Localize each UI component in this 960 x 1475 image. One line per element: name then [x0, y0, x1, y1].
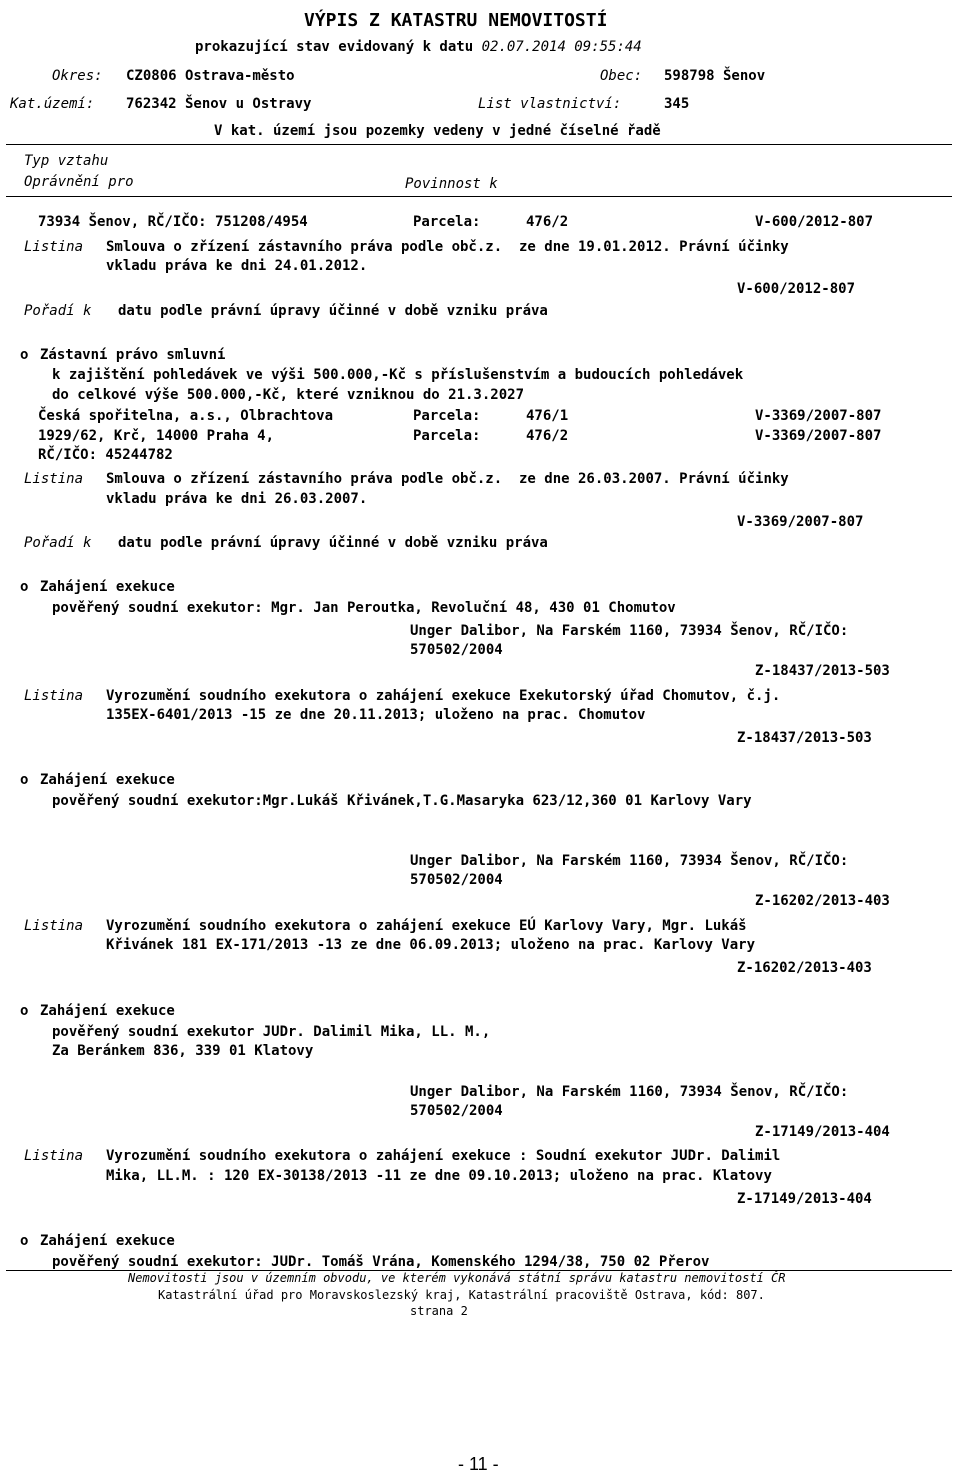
- katuzemi-value: 762342 Šenov u Ostravy: [126, 96, 312, 112]
- entry1-parcel: 476/2: [526, 214, 569, 230]
- footer-page-label: strana 2: [410, 1304, 468, 1318]
- page-number: - 11 -: [458, 1454, 499, 1474]
- entry1-ref: V-600/2012-807: [755, 214, 874, 230]
- column-povinnost-k: Povinnost k: [405, 176, 498, 192]
- entry4-listina-label: Listina: [24, 918, 84, 934]
- subtitle: [195, 38, 642, 56]
- entry3-bullet: o: [20, 579, 29, 595]
- entry5-listina-line2: Mika, LL.M. : 120 EX-30138/2013 -11 ze dne 09.10.2013; uloženo na prac. Klatovy: [106, 1168, 772, 1184]
- entry5-executor-line2: Za Beránkem 836, 339 01 Klatovy: [52, 1043, 314, 1059]
- entry4-heading: Zahájení exekuce: [40, 772, 175, 788]
- entry2-ref-b: V-3369/2007-807: [755, 428, 882, 444]
- obec-label: Obec:: [600, 68, 643, 84]
- footer-line1: Nemovitosti jsou v územním obvodu, ve kterém vykonává státní správu katastru nemovitostí ČR: [128, 1271, 786, 1285]
- entry1-poradi-label: Pořadí k: [24, 303, 92, 319]
- entry6-bullet: o: [20, 1233, 29, 1249]
- entry1-listina-line2: vkladu práva ke dni 24.01.2012.: [106, 258, 368, 274]
- entry5-listina-line1: Vyrozumění soudního exekutora o zahájení exekuce : Soudní exekutor JUDr. Dalimil: [106, 1148, 781, 1164]
- numbering-note: V kat. území jsou pozemky vedeny v jedné číselné řadě: [214, 123, 661, 139]
- entry2-bullet: o: [20, 347, 29, 363]
- entry1-ref2: V-600/2012-807: [737, 281, 856, 297]
- entry3-listina-label: Listina: [24, 688, 84, 704]
- entry3-obligor-line1: Unger Dalibor, Na Farském 1160, 73934 Šenov, RČ/IČO:: [410, 623, 849, 639]
- entry2-parcel-label-a: Parcela:: [413, 408, 481, 424]
- entry1-owner: 73934 Šenov, RČ/IČO: 751208/4954: [38, 214, 308, 230]
- entry5-bullet: o: [20, 1003, 29, 1019]
- entry2-listina-label: Listina: [24, 471, 84, 487]
- entry2-listina-line2: vkladu práva ke dni 26.03.2007.: [106, 491, 368, 507]
- entry2-ref2: V-3369/2007-807: [737, 514, 864, 530]
- entry5-heading: Zahájení exekuce: [40, 1003, 175, 1019]
- entry2-heading: Zástavní právo smluvní: [40, 347, 226, 363]
- okres-value: CZ0806 Ostrava-město: [126, 68, 295, 84]
- entry6-executor: pověřený soudní exekutor: JUDr. Tomáš Vrána, Komenského 1294/38, 750 02 Přerov: [52, 1254, 710, 1270]
- entry3-heading: Zahájení exekuce: [40, 579, 175, 595]
- entry1-listina-label: Listina: [24, 239, 84, 255]
- entry2-poradi-label: Pořadí k: [24, 535, 92, 551]
- snapshot-datetime: 02.07.2014 09:55:44: [481, 39, 642, 55]
- document-title: VÝPIS Z KATASTRU NEMOVITOSTÍ: [304, 10, 608, 31]
- entry2-desc-line2: do celkové výše 500.000,-Kč, které vzniknou do 21.3.2027: [52, 387, 525, 403]
- lv-value: 345: [664, 96, 690, 112]
- entry2-parcel-a: 476/1: [526, 408, 569, 424]
- header-divider: [6, 144, 952, 145]
- entry4-listina-line2: Křivánek 181 EX-171/2013 -13 ze dne 06.09.2013; uloženo na prac. Karlovy Vary: [106, 937, 756, 953]
- entry3-listina-line1: Vyrozumění soudního exekutora o zahájení exekuce Exekutorský úřad Chomutov, č.j.: [106, 688, 781, 704]
- katuzemi-label: Kat.území:: [10, 96, 95, 112]
- entry2-parcel-b: 476/2: [526, 428, 569, 444]
- okres-label: Okres:: [52, 68, 103, 84]
- entry5-listina-label: Listina: [24, 1148, 84, 1164]
- subtitle-prefix: prokazující stav evidovaný k datu: [195, 39, 474, 55]
- entry1-parcel-label: Parcela:: [413, 214, 481, 230]
- entry1-listina-line1: Smlouva o zřízení zástavního práva podle obč.z. ze dne 19.01.2012. Právní účinky: [106, 239, 789, 255]
- columns-divider: [6, 196, 952, 197]
- entry6-heading: Zahájení exekuce: [40, 1233, 175, 1249]
- entry4-ref2: Z-16202/2013-403: [737, 960, 872, 976]
- column-opravneni-pro: Oprávnění pro: [24, 174, 134, 190]
- entry2-parcel-label-b: Parcela:: [413, 428, 481, 444]
- entry4-executor: pověřený soudní exekutor:Mgr.Lukáš Křivánek,T.G.Masaryka 623/12,360 01 Karlovy Vary: [52, 793, 752, 809]
- entry3-listina-line2: 135EX-6401/2013 -15 ze dne 20.11.2013; uloženo na prac. Chomutov: [106, 707, 646, 723]
- entry2-listina-line1: Smlouva o zřízení zástavního práva podle obč.z. ze dne 26.03.2007. Právní účinky: [106, 471, 789, 487]
- entry4-listina-line1: Vyrozumění soudního exekutora o zahájení exekuce EÚ Karlovy Vary, Mgr. Lukáš: [106, 918, 747, 934]
- entry5-ref2: Z-17149/2013-404: [737, 1191, 872, 1207]
- column-typ-vztahu: Typ vztahu: [24, 153, 109, 169]
- entry3-ref: Z-18437/2013-503: [755, 663, 890, 679]
- entry2-poradi-text: datu podle právní úpravy účinné v době vzniku práva: [118, 535, 548, 551]
- obec-value: 598798 Šenov: [664, 68, 766, 84]
- entry5-obligor-line2: 570502/2004: [410, 1103, 503, 1119]
- entry3-ref2: Z-18437/2013-503: [737, 730, 872, 746]
- entry2-party-line1: Česká spořitelna, a.s., Olbrachtova: [38, 408, 334, 424]
- entry2-party-line2: 1929/62, Krč, 14000 Praha 4,: [38, 428, 275, 444]
- entry4-obligor-line2: 570502/2004: [410, 872, 503, 888]
- entry5-executor-line1: pověřený soudní exekutor JUDr. Dalimil Mika, LL. M.,: [52, 1024, 491, 1040]
- entry4-obligor-line1: Unger Dalibor, Na Farském 1160, 73934 Šenov, RČ/IČO:: [410, 853, 849, 869]
- footer-line2: Katastrální úřad pro Moravskoslezský kraj, Katastrální pracoviště Ostrava, kód: 807.: [158, 1288, 765, 1302]
- lv-label: List vlastnictví:: [478, 96, 622, 112]
- entry5-obligor-line1: Unger Dalibor, Na Farském 1160, 73934 Šenov, RČ/IČO:: [410, 1084, 849, 1100]
- entry2-desc-line1: k zajištění pohledávek ve výši 500.000,-Kč s příslušenstvím a budoucích pohledávek: [52, 367, 744, 383]
- entry1-poradi-text: datu podle právní úpravy účinné v době vzniku práva: [118, 303, 548, 319]
- entry4-bullet: o: [20, 772, 29, 788]
- entry5-ref: Z-17149/2013-404: [755, 1124, 890, 1140]
- entry2-ref-a: V-3369/2007-807: [755, 408, 882, 424]
- entry3-obligor-line2: 570502/2004: [410, 642, 503, 658]
- entry2-party-line3: RČ/IČO: 45244782: [38, 447, 173, 463]
- entry3-executor: pověřený soudní exekutor: Mgr. Jan Peroutka, Revoluční 48, 430 01 Chomutov: [52, 600, 676, 616]
- entry4-ref: Z-16202/2013-403: [755, 893, 890, 909]
